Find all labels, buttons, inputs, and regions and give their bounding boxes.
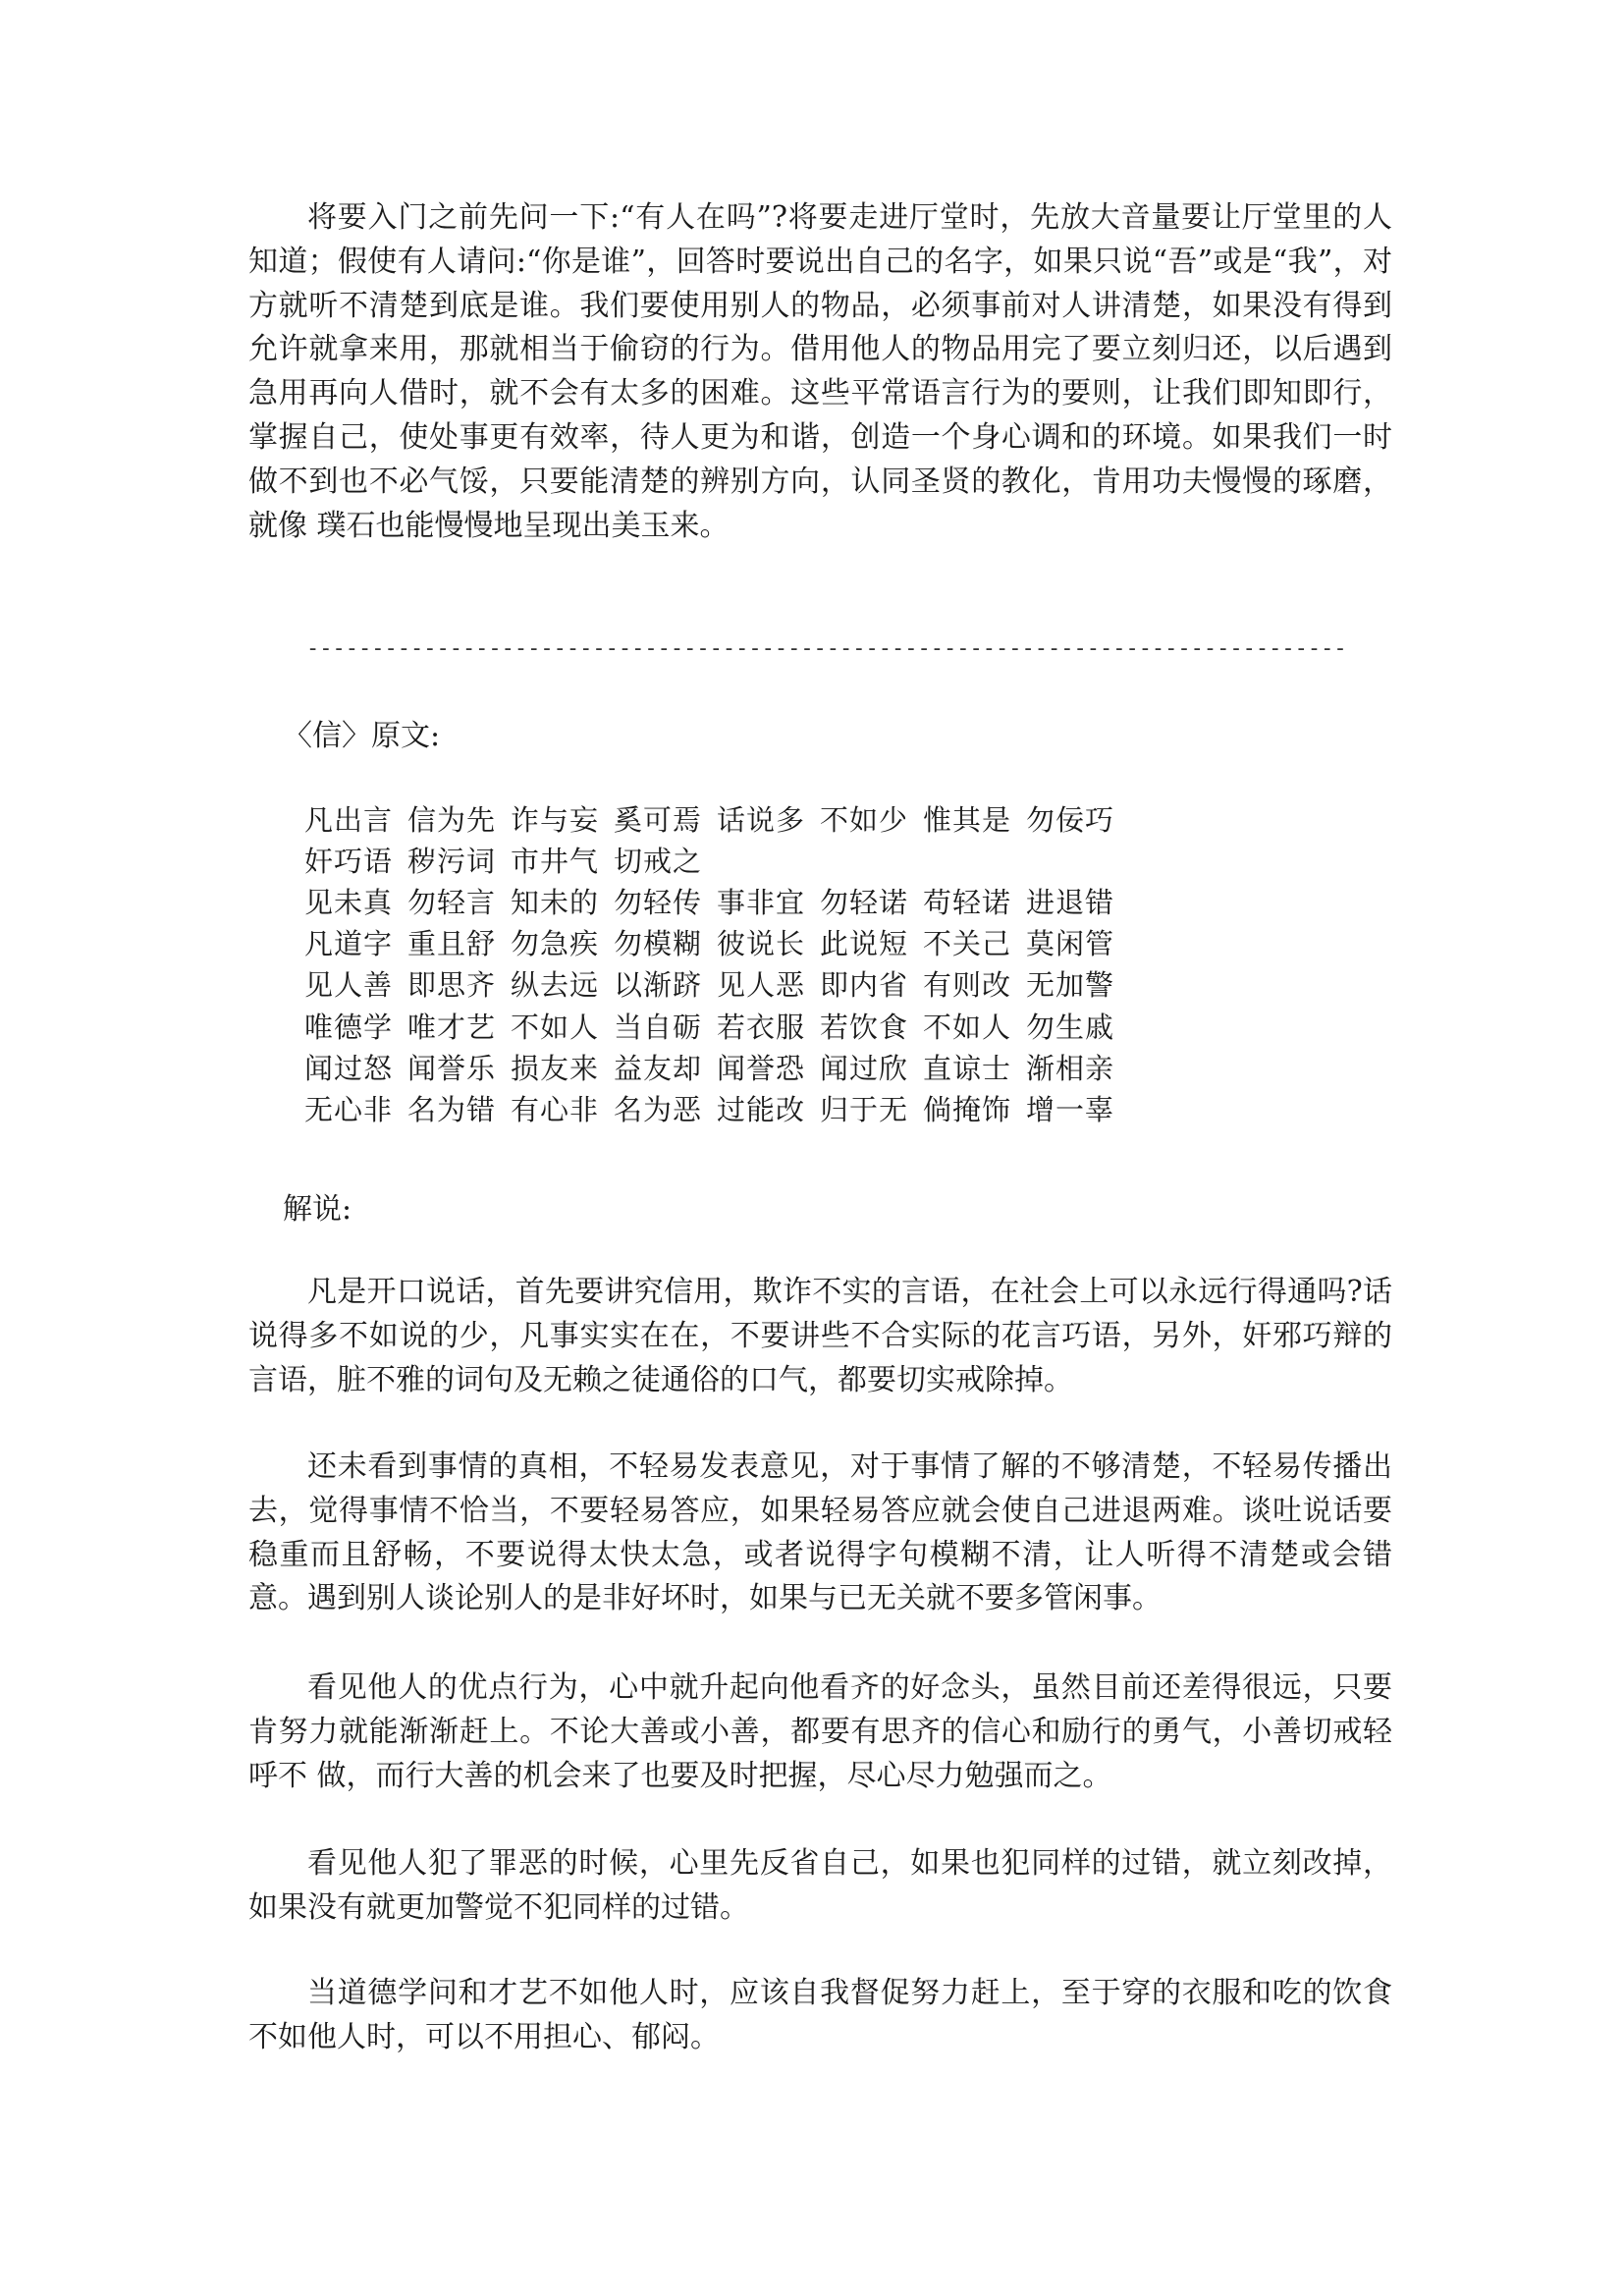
verse-phrase: 若衣服 [717,1010,806,1044]
explanation-paragraph: 当道德学问和才艺不如他人时，应该自我督促努力赶上，至于穿的衣服和吃的饮食不如他人时，可以不用担心、郁闷。 [248,1976,1392,2054]
verse-phrase: 话说多 [717,802,806,837]
intro-paragraph: 将要入门之前先问一下:“有人在吗”?将要走进厅堂时，先放大音量要让厅堂里的人知道；假使有人请问:“你是谁”，回答时要说出自己的名字，如果只说“吾”或是“我”，对方就听不清楚到底是谁。我们要使用别人的物品，必须事前对人讲清楚，如果没有得到允许就拿来用，那就相当于偷窃的行为。借用他人的物品用完了要立刻归还，以后遇到急用再向人借时，就不会有太多的困难。这些平常语言行为的要则，让我们即知即行，掌握自己，使处事更有效率，待人更为和谐，创造一个身心调和的环境。如果我们一时做不到也不必气馁，只要能清楚的辨别方向，认同圣贤的教化，肯用功夫慢慢的琢磨，就像 璞石也能慢慢地呈现出美玉来。 [248,200,1392,543]
verse-phrase: 秽污词 [407,844,497,878]
verse-phrase: 勿生戚 [1026,1010,1115,1044]
verse-phrase: 闻誉恐 [717,1051,806,1085]
verse-line [304,1005,1129,1046]
verse-phrase: 纵去远 [511,968,600,1003]
verse-phrase: 闻过怒 [304,1051,394,1085]
verse-line [304,797,1129,839]
verse-phrase: 闻誉乐 [407,1051,497,1085]
verse-phrase: 奚可焉 [614,802,703,837]
verse-phrase: 此说短 [820,927,909,961]
verse-phrase: 勿轻言 [407,885,497,919]
verse-phrase: 彼说长 [717,927,806,961]
verse-line [304,880,1129,921]
verse-phrase: 唯才艺 [407,1010,497,1044]
verse-phrase: 莫闲管 [1026,927,1115,961]
verse-phrase: 见未真 [304,885,394,919]
verse-phrase: 以渐跻 [614,968,703,1003]
verse-phrase: 名为错 [407,1092,497,1126]
verse-phrase: 诈与妄 [511,802,600,837]
explanation-paragraph: 还未看到事情的真相，不轻易发表意见，对于事情了解的不够清楚，不轻易传播出去，觉得事情不恰当，不要轻易答应，如果轻易答应就会使自己进退两难。谈吐说话要稳重而且舒畅，不要说得太快太急，或者说得字句模糊不清，让人听得不清楚或会错意。遇到别人谈论别人的是非好坏时，如果与已无关就不要多管闲事。 [248,1449,1392,1616]
verse-phrase: 切戒之 [614,844,703,878]
verse-phrase: 事非宜 [717,885,806,919]
verse-phrase: 知未的 [511,885,600,919]
verse-phrase: 不关己 [923,927,1012,961]
verse-phrase: 有心非 [511,1092,600,1126]
verse-phrase: 见人恶 [717,968,806,1003]
verse-phrase: 不如人 [511,1010,600,1044]
verse-line [304,922,1129,963]
verse-phrase: 名为恶 [614,1092,703,1126]
verse-block [304,797,1129,1129]
verse-phrase: 勿佞巧 [1026,802,1115,837]
verse-phrase: 信为先 [407,802,497,837]
verse-phrase: 当自砺 [614,1010,703,1044]
verse-line [304,1087,1129,1128]
verse-phrase: 惟其是 [923,802,1012,837]
explanation-paragraph: 凡是开口说话，首先要讲究信用，欺诈不实的言语，在社会上可以永远行得通吗?话说得多不如说的少，凡事实实在在，不要讲些不合实际的花言巧语，另外，奸邪巧辩的言语，脏不雅的词句及无赖之徒通俗的口气，都要切实戒除掉。 [248,1275,1392,1397]
explanation-paragraph: 看见他人犯了罪恶的时候，心里先反省自己，如果也犯同样的过错，就立刻改掉，如果没有就更加警觉不犯同样的过错。 [248,1846,1392,1925]
verse-phrase: 不如少 [820,802,909,837]
verse-phrase: 无加警 [1026,968,1115,1003]
section-divider: -------------------------------------------------------------------------------- [306,636,1347,661]
verse-phrase: 勿急疾 [511,927,600,961]
verse-phrase: 益友却 [614,1051,703,1085]
verse-phrase: 奸巧语 [304,844,394,878]
verse-line [304,1046,1129,1087]
verse-phrase: 闻过欣 [820,1051,909,1085]
verse-line [304,963,1129,1005]
verse-phrase: 凡道字 [304,927,394,961]
verse-phrase: 勿模糊 [614,927,703,961]
verse-line [304,839,1129,880]
verse-phrase: 即内省 [820,968,909,1003]
verse-phrase: 损友来 [511,1051,600,1085]
verse-phrase: 直谅士 [923,1051,1012,1085]
verse-phrase: 若饮食 [820,1010,909,1044]
verse-phrase: 有则改 [923,968,1012,1003]
section-title: 〈信〉原文: [283,719,441,753]
explanation-title: 解说: [283,1192,352,1227]
verse-phrase: 唯德学 [304,1010,394,1044]
verse-phrase: 倘掩饰 [923,1092,1012,1126]
verse-phrase: 见人善 [304,968,394,1003]
verse-phrase: 苟轻诺 [923,885,1012,919]
verse-phrase: 归于无 [820,1092,909,1126]
verse-phrase: 勿轻诺 [820,885,909,919]
verse-phrase: 增一辜 [1026,1092,1115,1126]
verse-phrase: 凡出言 [304,802,394,837]
verse-phrase: 重且舒 [407,927,497,961]
verse-phrase: 不如人 [923,1010,1012,1044]
verse-phrase: 市井气 [511,844,600,878]
verse-phrase: 勿轻传 [614,885,703,919]
verse-phrase: 即思齐 [407,968,497,1003]
verse-phrase: 过能改 [717,1092,806,1126]
verse-phrase: 进退错 [1026,885,1115,919]
explanation-paragraph: 看见他人的优点行为，心中就升起向他看齐的好念头，虽然目前还差得很远，只要肯努力就能渐渐赶上。不论大善或小善，都要有思齐的信心和励行的勇气，小善切戒轻呼不 做，而行大善的机会来了也要及时把握，尽心尽力勉强而之。 [248,1670,1392,1793]
verse-phrase: 渐相亲 [1026,1051,1115,1085]
verse-phrase: 无心非 [304,1092,394,1126]
